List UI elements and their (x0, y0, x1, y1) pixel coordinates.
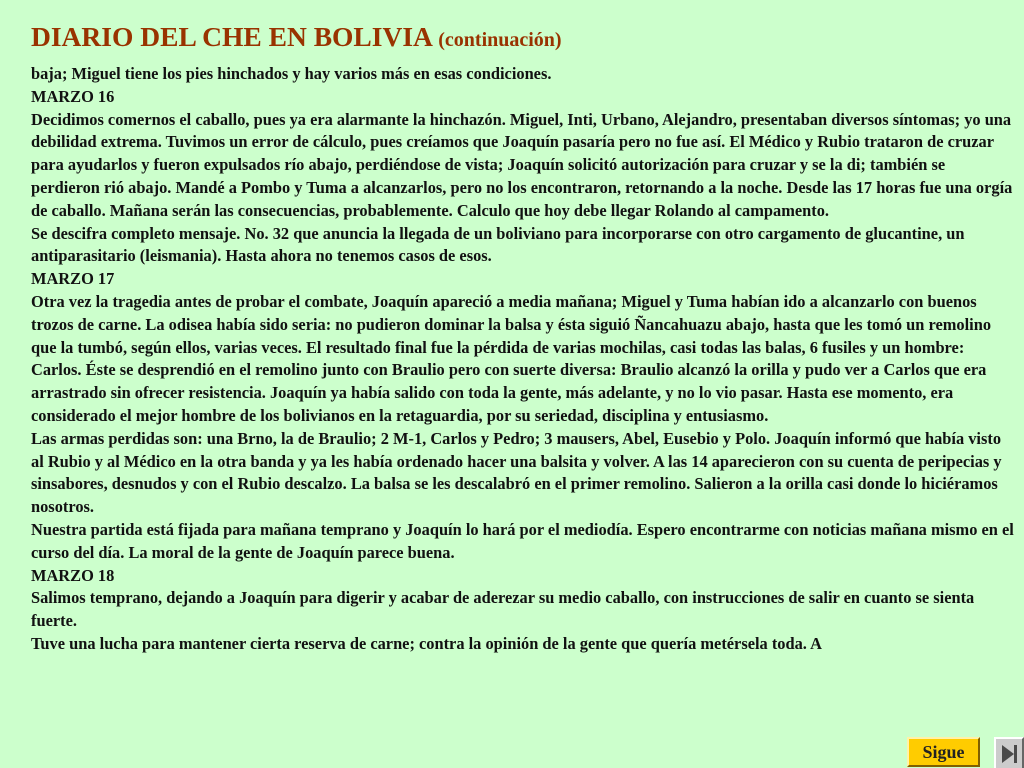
page-title (31, 20, 562, 57)
date-heading: MARZO 16 (31, 86, 115, 106)
diary-text (31, 63, 1016, 656)
paragraph: Tuve una lucha para mantener cierta reserva de carne; contra la opinión de la gente que quería metérsela toda. A (31, 633, 822, 653)
end-icon (999, 742, 1021, 766)
title-subtitle: (continuación) (438, 29, 562, 51)
end-button[interactable] (994, 737, 1024, 768)
date-heading: MARZO 18 (31, 565, 115, 585)
paragraph: Nuestra partida está fijada para mañana temprano y Joaquín lo hará por el mediodía. Espero encontrarme con noticias mañana mismo en el curso del día. La moral de la gente de Joaquín parece buena. (31, 519, 1014, 562)
next-button[interactable]: Sigue (907, 737, 980, 767)
paragraph: Se descifra completo mensaje. No. 32 que anuncia la llegada de un boliviano para incorporarse con otro cargamento de glucantine, un antiparasitario (leismania). Hasta ahora no tenemos casos de esos. (31, 223, 965, 266)
paragraph: Otra vez la tragedia antes de probar el combate, Joaquín apareció a media mañana; Miguel y Tuma habían ido a alcanzarlo con buenos trozos de carne. La odisea había sido seria: no pudieron dominar la balsa y ésta siguió Ñancahuazu abajo, hasta que les tomó un remolino que la tumbó, según ellos, varias veces. El resultado final fue la pérdida de varias mochilas, casi todas las balas, 6 fusiles y un hombre: Carlos. Éste se desprendió en el remolino junto con Braulio pero con suerte diversa: Braulio alcanzó la orilla y pudo ver a Carlos que era arrastrado sin ofrecer resistencia. Joaquín ya había salido con toda la gente, más adelante, y no lo vio pasar. Hasta ese momento, era considerado el mejor hombre de los bolivianos en la retaguardia, por su seriedad, disciplina y entusiasmo. (31, 291, 992, 425)
paragraph: Las armas perdidas son: una Brno, la de Braulio; 2 M-1, Carlos y Pedro; 3 mausers, Abel, Eusebio y Polo. Joaquín informó que había visto al Rubio y al Médico en la otra banda y ya les había ordenado hacer una balsita y volver. A las 14 aparecieron con su cuenta de peripecias y sinsabores, desnudos y con el Rubio descalzo. La balsa se les descalabró en el primer remolino. Salieron a la orilla casi donde lo hiciéramos nosotros. (31, 428, 1002, 517)
paragraph: Salimos temprano, dejando a Joaquín para digerir y acabar de aderezar su medio caballo, con instrucciones de salir en cuanto se sienta fuerte. (31, 588, 975, 631)
date-heading: MARZO 17 (31, 269, 115, 289)
paragraph: Decidimos comernos el caballo, pues ya era alarmante la hinchazón. Miguel, Inti, Urbano, Alejandro, presentaban diversos síntomas; yo una debilidad extrema. Tuvimos un error de cálculo, pues creíamos que Joaquín pasaría pero no fue así. El Médico y Rubio trataron de cruzar para ayudarlos y fueron expulsados río abajo, perdiéndose de vista; Joaquín solicitó autorización para cruzar y se la di; también se perdieron rió abajo. Mandé a Pombo y Tuma a alcanzarlos, pero no los encontraron, retornando a la noche. Desde las 17 horas fue una orgía de caballo. Mañana serán las consecuencias, probablemente. Calculo que hoy debe llegar Rolando al campamento. (31, 109, 1013, 220)
paragraph: baja; Miguel tiene los pies hinchados y hay varios más en esas condiciones. (31, 64, 552, 83)
title-text: DIARIO DEL CHE EN BOLIVIA (31, 21, 432, 52)
